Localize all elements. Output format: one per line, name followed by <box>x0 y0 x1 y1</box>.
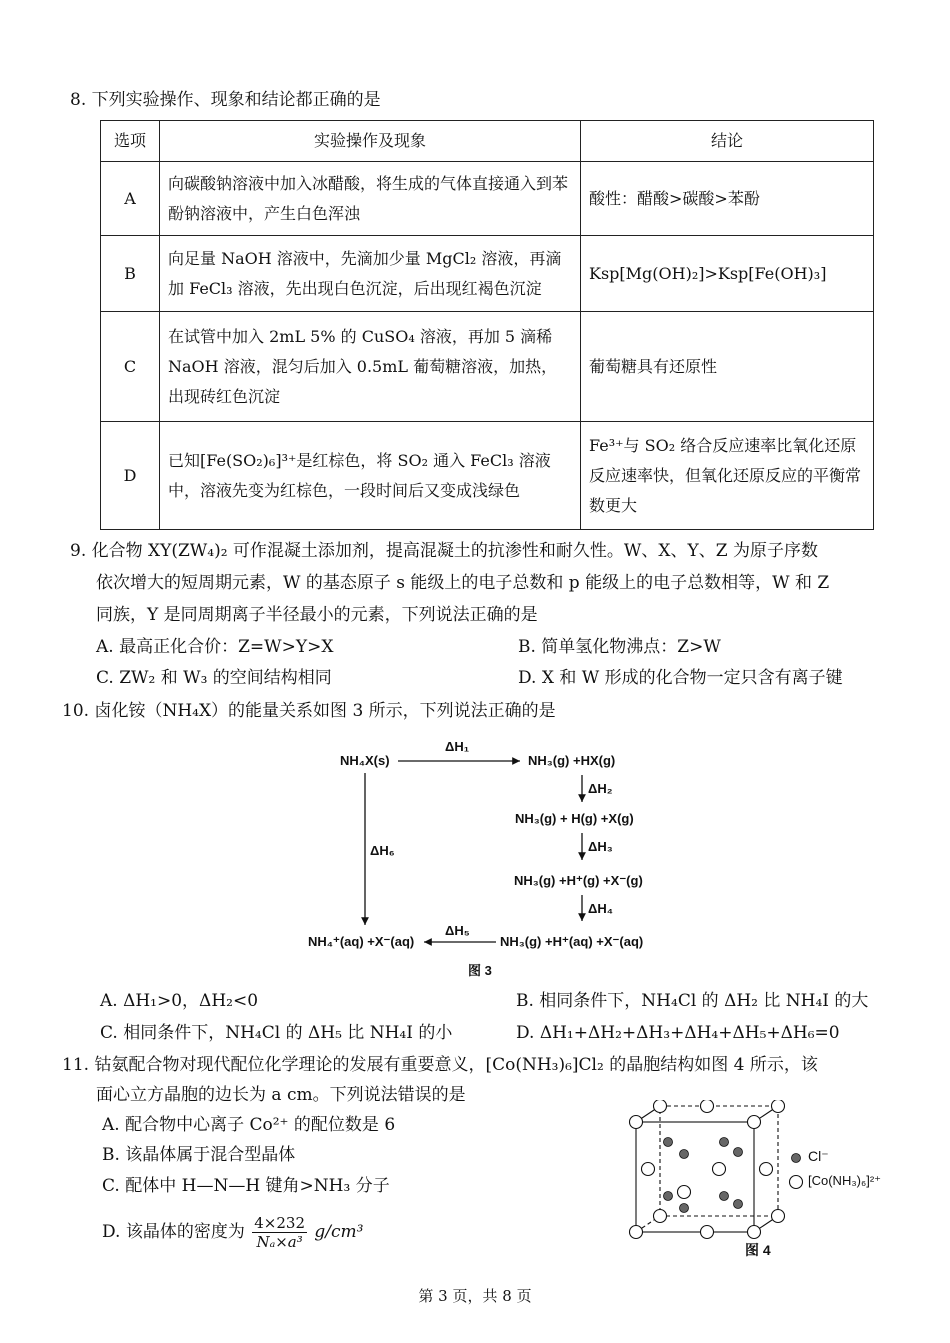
row-operation: 在试管中加入 2mL 5% 的 CuSO₄ 溶液，再加 5 滴稀 NaOH 溶液，混匀后加入 0.5mL 葡萄糖溶液，加热，出现砖红色沉淀 <box>160 312 581 422</box>
q9-option-b: B. 简单氢化物沸点：Z>W <box>518 637 721 657</box>
figure-4-caption: 图 4 <box>745 1242 771 1258</box>
label-dh2: ΔH₂ <box>588 781 613 796</box>
diagram-arrows <box>300 735 680 960</box>
q9-option-d: D. X 和 W 形成的化合物一定只含有离子键 <box>518 668 843 688</box>
header-option: 选项 <box>101 121 160 162</box>
row-option: B <box>101 236 160 312</box>
label-dh3: ΔH₃ <box>588 839 613 854</box>
node-2: NH₃(g) + H(g) +X(g) <box>515 811 634 826</box>
q11-stem-line1: 11. 钴氨配合物对现代配位化学理论的发展有重要意义，[Co(NH₃)₆]Cl₂ 的晶胞结构如图 4 所示，该 <box>62 1055 818 1075</box>
header-conclusion: 结论 <box>581 121 874 162</box>
row-conclusion: 葡萄糖具有还原性 <box>581 312 874 422</box>
row-conclusion: Ksp[Mg(OH)₂]>Ksp[Fe(OH)₃] <box>581 236 874 312</box>
q9-stem-line2: 依次增大的短周期元素，W 的基态原子 s 能级上的电子总数和 p 能级上的电子总数相等，W 和 Z <box>96 573 830 593</box>
density-unit: g/cm³ <box>314 1222 364 1242</box>
q11-stem-line2: 面心立方晶胞的边长为 a cm。下列说法错误的是 <box>96 1085 466 1105</box>
node-3: NH₃(g) +H⁺(g) +X⁻(g) <box>514 873 643 888</box>
label-dh4: ΔH₄ <box>588 901 613 916</box>
q10-option-c: C. 相同条件下，NH₄Cl 的 ΔH₅ 比 NH₄I 的小 <box>100 1023 453 1043</box>
q9-stem-line1: 9. 化合物 XY(ZW₄)₂ 可作混凝土添加剂，提高混凝土的抗渗性和耐久性。W、X、Y、Z 为原子序数 <box>70 541 818 561</box>
table-header-row <box>101 121 874 162</box>
q9-stem-line3: 同族，Y 是同周期离子半径最小的元素，下列说法正确的是 <box>96 605 538 625</box>
q11-option-c: C. 配体中 H—N—H 键角>NH₃ 分子 <box>102 1176 390 1196</box>
q8-stem: 8. 下列实验操作、现象和结论都正确的是 <box>70 90 381 110</box>
row-operation: 已知[Fe(SO₂)₆]³⁺是红棕色，将 SO₂ 通入 FeCl₃ 溶液中，溶液先变为红棕色，一段时间后又变成浅绿色 <box>160 422 581 530</box>
row-operation: 向碳酸钠溶液中加入冰醋酸，将生成的气体直接通入到苯酚钠溶液中，产生白色浑浊 <box>160 162 581 236</box>
q10-option-b: B. 相同条件下，NH₄Cl 的 ΔH₂ 比 NH₄I 的大 <box>516 991 869 1011</box>
q8-table <box>100 120 874 530</box>
fraction-denominator: Nₐ×a³ <box>256 1233 303 1251</box>
q11-option-a: A. 配合物中心离子 Co²⁺ 的配位数是 6 <box>102 1115 396 1135</box>
table-row <box>101 236 874 312</box>
q11-option-b: B. 该晶体属于混合型晶体 <box>102 1145 296 1165</box>
q9-option-a: A. 最高正化合价：Z=W>Y>X <box>96 637 334 657</box>
fraction-numerator: 4×232 <box>254 1214 305 1232</box>
row-option: C <box>101 312 160 422</box>
q10-option-d: D. ΔH₁+ΔH₂+ΔH₃+ΔH₄+ΔH₅+ΔH₆=0 <box>516 1023 840 1043</box>
energy-diagram <box>300 735 680 978</box>
page-footer: 第 3 页，共 8 页 <box>418 1287 532 1305</box>
q11-option-d-prefix: D. 该晶体的密度为 <box>102 1222 245 1242</box>
q10-option-a: A. ΔH₁>0，ΔH₂<0 <box>100 991 259 1011</box>
legend-co-complex: [Co(NH₃)₆]²⁺ <box>808 1173 882 1188</box>
row-option: A <box>101 162 160 236</box>
node-4: NH₃(g) +H⁺(aq) +X⁻(aq) <box>500 934 644 949</box>
label-dh6: ΔH₆ <box>370 843 395 858</box>
table-row <box>101 162 874 236</box>
row-option: D <box>101 422 160 530</box>
header-operation: 实验操作及现象 <box>160 121 581 162</box>
figure-3-caption: 图 3 <box>468 963 492 978</box>
density-fraction <box>252 1214 307 1251</box>
label-dh5: ΔH₅ <box>445 923 470 938</box>
node-end: NH₄⁺(aq) +X⁻(aq) <box>308 934 415 949</box>
table-row <box>101 312 874 422</box>
node-start: NH₄X(s) <box>340 753 390 768</box>
q11-option-d <box>102 1214 363 1251</box>
node-1: NH₃(g) +HX(g) <box>528 753 616 768</box>
row-operation: 向足量 NaOH 溶液中，先滴加少量 MgCl₂ 溶液，再滴加 FeCl₃ 溶液，先出现白色沉淀，后出现红褐色沉淀 <box>160 236 581 312</box>
row-conclusion: Fe³⁺与 SO₂ 络合反应速率比氧化还原反应速率快，但氧化还原反应的平衡常数更大 <box>581 422 874 530</box>
q10-stem: 10. 卤化铵（NH₄X）的能量关系如图 3 所示，下列说法正确的是 <box>62 701 556 721</box>
legend-cl: Cl⁻ <box>808 1148 829 1164</box>
row-conclusion: 酸性：醋酸>碳酸>苯酚 <box>581 162 874 236</box>
table-row <box>101 422 874 530</box>
label-dh1: ΔH₁ <box>445 739 470 754</box>
q9-option-c: C. ZW₂ 和 W₃ 的空间结构相同 <box>96 668 332 688</box>
crystal-cell-figure <box>620 1100 890 1270</box>
